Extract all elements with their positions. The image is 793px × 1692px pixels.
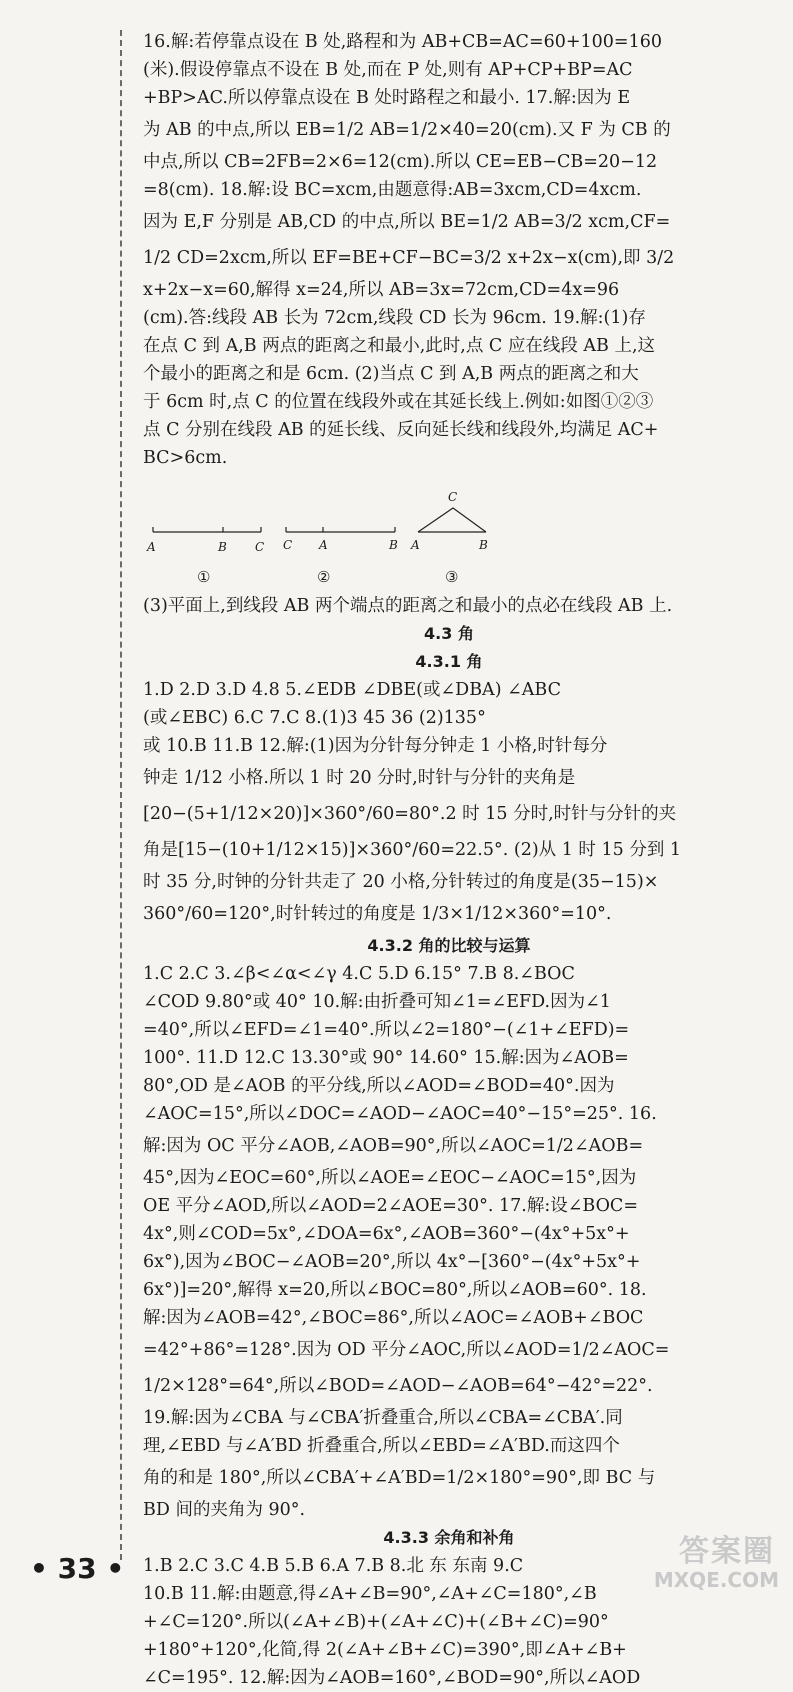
answer-line: +∠C=120°.所以(∠A+∠B)+(∠A+∠C)+(∠B+∠C)=90° [143,1612,609,1632]
page-number: • 33 • [30,1552,125,1585]
answer-line: (或∠EBC) 6.C 7.C 8.(1)3 45 36 (2)135° [143,708,486,728]
fig3-label-c: C [448,490,458,504]
subsection-heading-4-3-2: 4.3.2 角的比较与运算 [367,936,531,955]
answer-line: ∠C=195°. 12.解:因为∠AOB=160°,∠BOD=90°,所以∠AOD [143,1668,641,1688]
figures-row [143,472,755,592]
answer-line: 16.解:若停靠点设在 B 处,路程和为 AB+CB=AC=60+100=160 [143,32,663,52]
answer-line: (米).假设停靠点不设在 B 处,而在 P 处,则有 AP+CP+BP=AC [143,60,633,80]
answer-line: 钟走 1/12 小格.所以 1 时 20 分时,时针与分针的夹角是 [143,768,576,788]
section-heading-4-3: 4.3 角 [424,624,474,643]
answer-line: 解:因为 OC 平分∠AOB,∠AOB=90°,所以∠AOC=1/2∠AOB= [143,1136,644,1156]
answer-line-q19-part3: (3)平面上,到线段 AB 两个端点的距离之和最小的点必在线段 AB 上. [143,596,673,616]
answer-line: +180°+120°,化简,得 2(∠A+∠B+∠C)=390°,即∠A+∠B+ [143,1640,627,1660]
answer-line: 360°/60=120°,时针转过的角度是 1/3×1/12×360°=10°. [143,904,612,924]
fig2-label-b: B [389,538,398,552]
answer-line: x+2x−x=60,解得 x=24,所以 AB=3x=72cm,CD=4x=96 [143,280,620,300]
answer-line: =42°+86°=128°.因为 OD 平分∠AOC,所以∠AOD=1/2∠AOC= [143,1340,670,1360]
answer-line: BD 间的夹角为 90°. [143,1500,306,1520]
fig2-label-a: A [319,538,328,552]
watermark-chinese-text: 答案圈 [679,1534,775,1569]
answer-line: 4x°,则∠COD=5x°,∠DOA=6x°,∠AOB=360°−(4x°+5x°+ [143,1224,630,1244]
fig1-label-a: A [147,540,156,554]
answer-line: 角是[15−(10+1/12×15)]×360°/60=22.5°. (2)从 1 时 15 分到 1 [143,840,682,860]
fig2-number: ② [317,568,331,586]
answer-block-4-3-1 [143,676,755,932]
answer-line: ∠AOC=15°,所以∠DOC=∠AOD−∠AOC=40°−15°=25°. 16. [143,1104,657,1124]
answer-line: 时 35 分,时钟的分针共走了 20 小格,分针转过的角度是(35−15)× [143,872,659,892]
fig3-number: ③ [445,568,459,586]
answer-line: 解:因为∠AOB=42°,∠BOC=86°,所以∠AOC=∠AOB+∠BOC [143,1308,644,1328]
fig2-label-c: C [283,538,293,552]
answer-line: BC>6cm. [143,448,228,468]
answer-line: 1.C 2.C 3.∠β<∠α<∠γ 4.C 5.D 6.15° 7.B 8.∠BOC [143,964,575,984]
answer-line: 个最小的距离之和是 6cm. (2)当点 C 到 A,B 两点的距离之和大 [143,364,639,384]
answer-line: 45°,因为∠EOC=60°,所以∠AOE=∠EOC−∠AOC=15°,因为 [143,1168,637,1188]
fig1-label-b: B [218,540,227,554]
margin-dashed-rule [120,30,122,1560]
site-watermark [625,1522,785,1592]
answer-line: 理,∠EBD 与∠A′BD 折叠重合,所以∠EBD=∠A′BD.而这四个 [143,1436,620,1456]
answer-line: 1/2 CD=2xcm,所以 EF=BE+CF−BC=3/2 x+2x−x(cm),即 3/2 [143,248,675,268]
answer-line: =40°,所以∠EFD=∠1=40°.所以∠2=180°−(∠1+∠EFD)= [143,1020,630,1040]
fig3-triangle [418,508,486,532]
answer-line: 角的和是 180°,所以∠CBA′+∠A′BD=1/2×180°=90°,即 BC 与 [143,1468,656,1488]
answer-content [143,28,755,1692]
answer-line: 点 C 分别在线段 AB 的延长线、反向延长线和线段外,均满足 AC+ [143,420,659,440]
answer-block-4-3-2 [143,960,755,1524]
answer-line: [20−(5+1/12×20)]×360°/60=80°.2 时 15 分时,时针与分针的夹 [143,804,677,824]
answer-line: ∠COD 9.80°或 40° 10.解:由折叠可知∠1=∠EFD.因为∠1 [143,992,611,1012]
answer-line: 因为 E,F 分别是 AB,CD 的中点,所以 BE=1/2 AB=3/2 xcm,CF= [143,212,671,232]
answer-line: =8(cm). 18.解:设 BC=xcm,由题意得:AB=3xcm,CD=4xcm. [143,180,642,200]
fig1-label-c: C [255,540,265,554]
answer-line: 中点,所以 CB=2FB=2×6=12(cm).所以 CE=EB−CB=20−12 [143,152,658,172]
answer-line: 1.D 2.D 3.D 4.8 5.∠EDB ∠DBE(或∠DBA) ∠ABC [143,680,561,700]
answer-line: 在点 C 到 A,B 两点的距离之和最小,此时,点 C 应在线段 AB 上,这 [143,336,656,356]
answer-line: 6x°),因为∠BOC−∠AOB=20°,所以 4x°−[360°−(4x°+5x°+ [143,1252,641,1272]
answer-line: 于 6cm 时,点 C 的位置在线段外或在其延长线上.例如:如图①②③ [143,392,654,412]
answer-line: OE 平分∠AOD,所以∠AOD=2∠AOE=30°. 17.解:设∠BOC= [143,1196,638,1216]
answer-block-q16-q19 [143,28,755,472]
fig1-number: ① [197,568,211,586]
answer-line: 6x°)]=20°,解得 x=20,所以∠BOC=80°,所以∠AOB=60°. 18. [143,1280,647,1300]
fig3-label-a: A [411,538,420,552]
answer-line: 10.B 11.解:由题意,得∠A+∠B=90°,∠A+∠C=180°,∠B [143,1584,597,1604]
watermark-domain-text: MXQE.COM [653,1568,779,1592]
answer-line: +BP>AC.所以停靠点设在 B 处时路程之和最小. 17.解:因为 E [143,88,631,108]
answer-line: 为 AB 的中点,所以 EB=1/2 AB=1/2×40=20(cm).又 F 为 CB 的 [143,120,671,140]
fig3-label-b: B [479,538,488,552]
answer-line: 100°. 11.D 12.C 13.30°或 90° 14.60° 15.解:因为∠AOB= [143,1048,629,1068]
answer-line: 或 10.B 11.B 12.解:(1)因为分针每分钟走 1 小格,时针每分 [143,736,608,756]
answer-line: 80°,OD 是∠AOB 的平分线,所以∠AOD=∠BOD=40°.因为 [143,1076,615,1096]
subsection-heading-4-3-3: 4.3.3 余角和补角 [383,1528,515,1547]
answer-line: 19.解:因为∠CBA 与∠CBA′折叠重合,所以∠CBA=∠CBA′.同 [143,1408,623,1428]
answer-line: 1/2×128°=64°,所以∠BOD=∠AOD−∠AOB=64°−42°=22°. [143,1376,653,1396]
subsection-heading-4-3-1: 4.3.1 角 [415,652,483,671]
answer-line: (cm).答:线段 AB 长为 72cm,线段 CD 长为 96cm. 19.解:(1)存 [143,308,646,328]
answer-line: 1.B 2.C 3.C 4.B 5.B 6.A 7.B 8.北 东 东南 9.C [143,1556,524,1576]
